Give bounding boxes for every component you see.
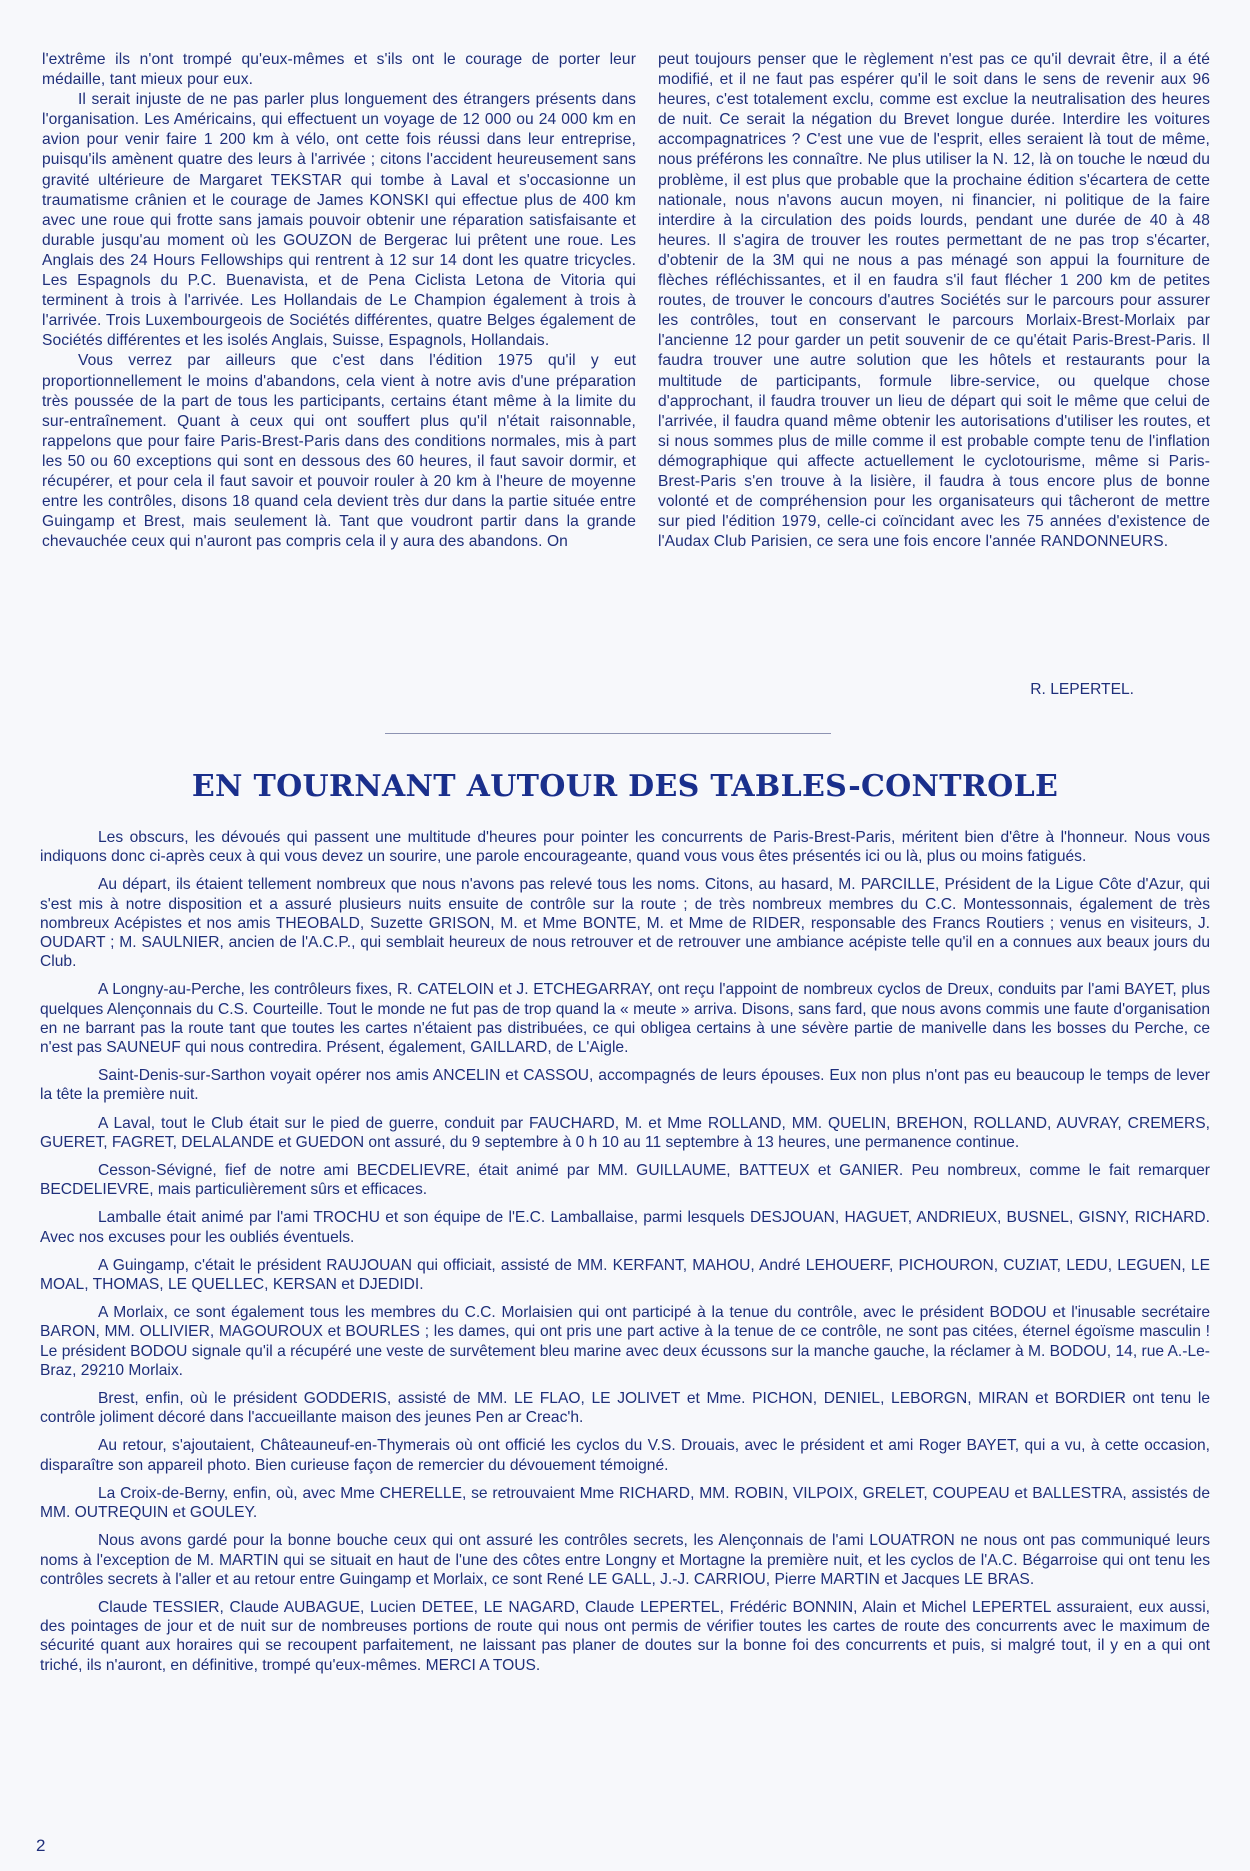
body-paragraph: A Laval, tout le Club était sur le pied de guerre, conduit par FAUCHARD, M. et Mme ROLLAND, MM. QUELIN, BREHON, ROLLAND, AUVRAY, CREMERS, GUERET, FAGRET, DELALANDE et GUEDON ont assuré, du 9 septembre à 0 h 10 au 11 septembre à 13 heures, une permanence continue. bbox=[40, 1114, 1210, 1151]
article-headline: EN TOURNANT AUTOUR DES TABLES-CONTROLE bbox=[191, 769, 1059, 804]
right-column bbox=[658, 50, 1210, 552]
body-paragraph: Lamballe était animé par l'ami TROCHU et son équipe de l'E.C. Lamballaise, parmi lesquels DESJOUAN, HAGUET, ANDRIEUX, BUSNEL, GISNY, RICHARD. Avec nos excuses pour les oubliés éventuels. bbox=[40, 1209, 1210, 1246]
body-paragraph: Claude TESSIER, Claude AUBAGUE, Lucien DETEE, LE NAGARD, Claude LEPERTEL, Frédéric BONNIN, Alain et Michel LEPERTEL assuraient, eux aussi, des pointages de jour et de nuit sur de nombreuses portions de route qui nous ont permis de vérifier toutes les cartes de route des concurrents avec le maximum de sécurité quant aux horaires qui se recoupent parfaitement, ne laissant pas planer de doutes sur la bonne foi des concurrents et puis, si malgré tout, il y en a qui ont triché, ils n'auront, en définitive, trompé qu'eux-mêmes. MERCI A TOUS. bbox=[40, 1598, 1210, 1674]
left-paragraph-1: l'extrême ils n'ont trompé qu'eux-mêmes et s'ils ont le courage de porter leur médaille, tant mieux pour eux. bbox=[42, 51, 636, 89]
body-paragraph: Brest, enfin, où le président GODDERIS, assisté de MM. LE FLAO, LE JOLIVET et Mme. PICHON, DENIEL, LEBORGN, MIRAN et BORDIER ont tenu le contrôle joliment décoré dans l'accueillante maison des jeunes Pen ar Creac'h. bbox=[40, 1390, 1210, 1427]
left-column bbox=[42, 50, 636, 552]
body-paragraph: A Longny-au-Perche, les contrôleurs fixes, R. CATELOIN et J. ETCHEGARRAY, ont reçu l'appoint de nombreux cyclos de Dreux, conduits par l'ami BAYET, plus quelques Alençonnais du C.S. Courteille. Tout le monde ne fut pas de trop quand la « meute » arriva. Disons, sans fard, que nous avons commis une faute d'organisation en ne barrant pas la route tant que toutes les cartes n'étaient pas distribuées, ce qui obligea certains à une sévère partie de manivelle dans les bosses du Perche, ce n'est pas SAUNEUF qui nous contredira. Présent, également, GAILLARD, de L'Aigle. bbox=[40, 981, 1210, 1057]
body-paragraph: A Morlaix, ce sont également tous les membres du C.C. Morlaisien qui ont participé à la tenue du contrôle, avec le président BODOU et l'inusable secrétaire BARON, MM. OLLIVIER, MAGOUROUX et BOURLES ; les dames, qui ont pris une part active à la tenue de ce contrôle, ne sont pas citées, éternel égoïsme masculin ! Le président BODOU signale qu'il a récupéré une veste de survêtement bleu marine avec deux écussons sur la manche gauche, la réclamer à M. BODOU, 14, rue A.-Le-Braz, 29210 Morlaix. bbox=[40, 1304, 1210, 1379]
body-paragraph: La Croix-de-Berny, enfin, où, avec Mme CHERELLE, se retrouvaient Mme RICHARD, MM. ROBIN, VILPOIX, GRELET, COUPEAU et BALLESTRA, assistés de MM. OUTREQUIN et GOULEY. bbox=[40, 1484, 1210, 1522]
article-body bbox=[40, 828, 1210, 1684]
body-paragraph: A Guingamp, c'était le président RAUJOUAN qui officiait, assisté de MM. KERFANT, MAHOU, André LEHOUERF, PICHOURON, CUZIAT, LEDU, LEGUEN, LE MOAL, THOMAS, LE QUELLEC, KERSAN et DJEDIDI. bbox=[40, 1256, 1210, 1294]
left-paragraph-3: Vous verrez par ailleurs que c'est dans l'édition 1975 qu'il y eut proportionnellement le moins d'abandons, cela vient à notre avis d'une préparation très poussée de la part de tous les participants, certains étant même à la limite du sur-entraînement. Quant à ceux qui ont souffert plus qu'il n'était raisonnable, rappelons que pour faire Paris-Brest-Paris dans des conditions normales, mis à part les 50 ou 60 exceptions qui sont en dessous des 60 heures, il faut savoir dormir, et récupérer, et pour cela il faut savoir et pouvoir rouler à 20 km à l'heure de moyenne entre les contrôles, disons 18 quand cela devient très dur dans la partie située entre Guingamp et Brest, mais seulement là. Tant que voudront partir dans la grande chevauchée ceux qui n'auront pas compris cela il y aura des abandons. On bbox=[42, 352, 636, 551]
body-paragraph: Les obscurs, les dévoués qui passent une multitude d'heures pour pointer les concurrents de Paris-Brest-Paris, méritent bien d'être à l'honneur. Nous vous indiquons donc ci-après ceux à qui vous devez un sourire, une parole encourageante, quand vous vous êtes présentés ici ou là, plus ou moins fatigués. bbox=[40, 829, 1210, 866]
right-paragraph-1: peut toujours penser que le règlement n'est pas ce qu'il devrait être, il a été modifié, et il ne faut pas espérer qu'il le soit dans le sens de revenir aux 96 heures, c'est totalement exclu, comme est exclue la neutralisation des heures de nuit. Ce serait la négation du Brevet longue durée. Interdire les voitures accompagnatrices ? C'est une vue de l'esprit, elles seraient là tout de même, nous préférons les connaître. Ne plus utiliser la N. 12, là on touche le nœud du problème, il est plus que probable que la prochaine édition s'écartera de cette nationale, nous n'avons aucun moyen, ni financier, ni politique de la faire interdire à la circulation des poids lourds, pendant une durée de 40 à 48 heures. Il s'agira de trouver les routes permettant de ne pas trop s'écarter, d'obtenir de la 3M qui ne nous a pas ménagé son appui la fourniture de flèches réfléchissantes, et il en faudra s'il faut flécher 1 200 km de petites routes, de trouver le concours d'autres Sociétés sur le parcours pour assurer les contrôles, tout en conservant le parcours Morlaix-Brest-Morlaix par l'ancienne 12 pour garder un petit souvenir de ce qu'était Paris-Brest-Paris. Il faudra trouver une autre solution que les hôtels et restaurants pour la multitude de participants, formule libre-service, ou quelque chose d'approchant, il faudra trouver un lieu de départ qui soit le même que celui de l'arrivée, il faudra quand même obtenir les autorisations d'utiliser les routes, et si nous sommes plus de mille comme il est probable compte tenu de l'inflation démographique qui affecte actuellement le cyclotourisme, même si Paris-Brest-Paris s'en trouve à la lisière, il faudra à tous encore plus de bonne volonté et de compréhension pour les organisateurs qui tâcheront de mettre sur pied l'édition 1979, celle-ci coïncidant avec les 75 années d'existence de l'Audax Club Parisien, ce sera une fois encore l'année RANDONNEURS. bbox=[658, 51, 1210, 551]
body-paragraph: Cesson-Sévigné, fief de notre ami BECDELIEVRE, était animé par MM. GUILLAUME, BATTEUX et GANIER. Peu nombreux, comme le fait remarquer BECDELIEVRE, mais particulièrement sûrs et efficaces. bbox=[40, 1162, 1210, 1199]
body-paragraph: Saint-Denis-sur-Sarthon voyait opérer nos amis ANCELIN et CASSOU, accompagnés de leurs épouses. Eux non plus n'ont pas eu beaucoup le temps de lever la tête la première nuit. bbox=[40, 1067, 1210, 1104]
body-paragraph: Au départ, ils étaient tellement nombreux que nous n'avons pas relevé tous les noms. Citons, au hasard, M. PARCILLE, Président de la Ligue Côte d'Azur, qui s'est mis à notre disposition et a assuré plusieurs nuits ensuite de contrôle sur la route ; de très nombreux membres du C.C. Montessonnais, également de très nombreux Acépistes et nos amis THEOBALD, Suzette GRISON, M. et Mme BONTE, M. et Mme de RIDER, responsable des Francs Routiers ; venus en visiteurs, J. OUDART ; M. SAULNIER, ancien de l'A.C.P., qui semblait heureux de nous retrouver et de retrouver une ambiance acépiste telle qu'il en a connues aux beaux jours du Club. bbox=[40, 876, 1210, 971]
body-paragraph: Nous avons gardé pour la bonne bouche ceux qui ont assuré les contrôles secrets, les Alençonnais de l'ami LOUATRON ne nous ont pas communiqué leurs noms à l'exception de M. MARTIN qui se situait en haut de l'une des côtes entre Longny et Mortagne la première nuit, et les cyclos de l'A.C. Bégarroise qui ont tenu les contrôles secrets à l'aller et au retour entre Guingamp et Morlaix, ce sont René LE GALL, J.-J. CARRIOU, Pierre MARTIN et Jacques LE BRAS. bbox=[40, 1532, 1210, 1588]
left-paragraph-2: Il serait injuste de ne pas parler plus longuement des étrangers présents dans l'organisation. Les Américains, qui effectuent un voyage de 12 000 ou 24 000 km en avion pour venir faire 1 200 km à vélo, ont cette fois réussi dans leur entreprise, puisqu'ils amènent quatre des leurs à l'arrivée ; citons l'accident heureusement sans gravité ultérieure de Margaret TEKSTAR qui tombe à Laval et s'occasionne un traumatisme crânien et le courage de James KONSKI qui effectue plus de 400 km avec une roue qui frotte sans jamais pouvoir obtenir une réparation satisfaisante et durable jusqu'au moment où les GOUZON de Bergerac lui prêtent une roue. Les Anglais des 24 Hours Fellowships qui rentrent à 12 sur 14 dont les quatre tricycles. Les Espagnols du P.C. Buenavista, et de Pena Ciclista Letona de Vitoria qui terminent à trois à l'arrivée. Les Hollandais de Le Champion également à trois à l'arrivée. Trois Luxembourgeois de Sociétés différentes, quatre Belges également de Sociétés différentes et les isolés Anglais, Suisse, Espagnols, Hollandais. bbox=[42, 91, 636, 350]
section-divider bbox=[385, 733, 831, 734]
body-paragraph: Au retour, s'ajoutaient, Châteauneuf-en-Thymerais où ont officié les cyclos du V.S. Drouais, avec le président et ami Roger BAYET, qui a vu, à cette occasion, disparaître son appareil photo. Bien curieuse façon de remercier du dévouement témoigné. bbox=[40, 1437, 1210, 1474]
author-signature: R. LEPERTEL. bbox=[1030, 681, 1134, 698]
page-number: 2 bbox=[36, 1836, 46, 1855]
